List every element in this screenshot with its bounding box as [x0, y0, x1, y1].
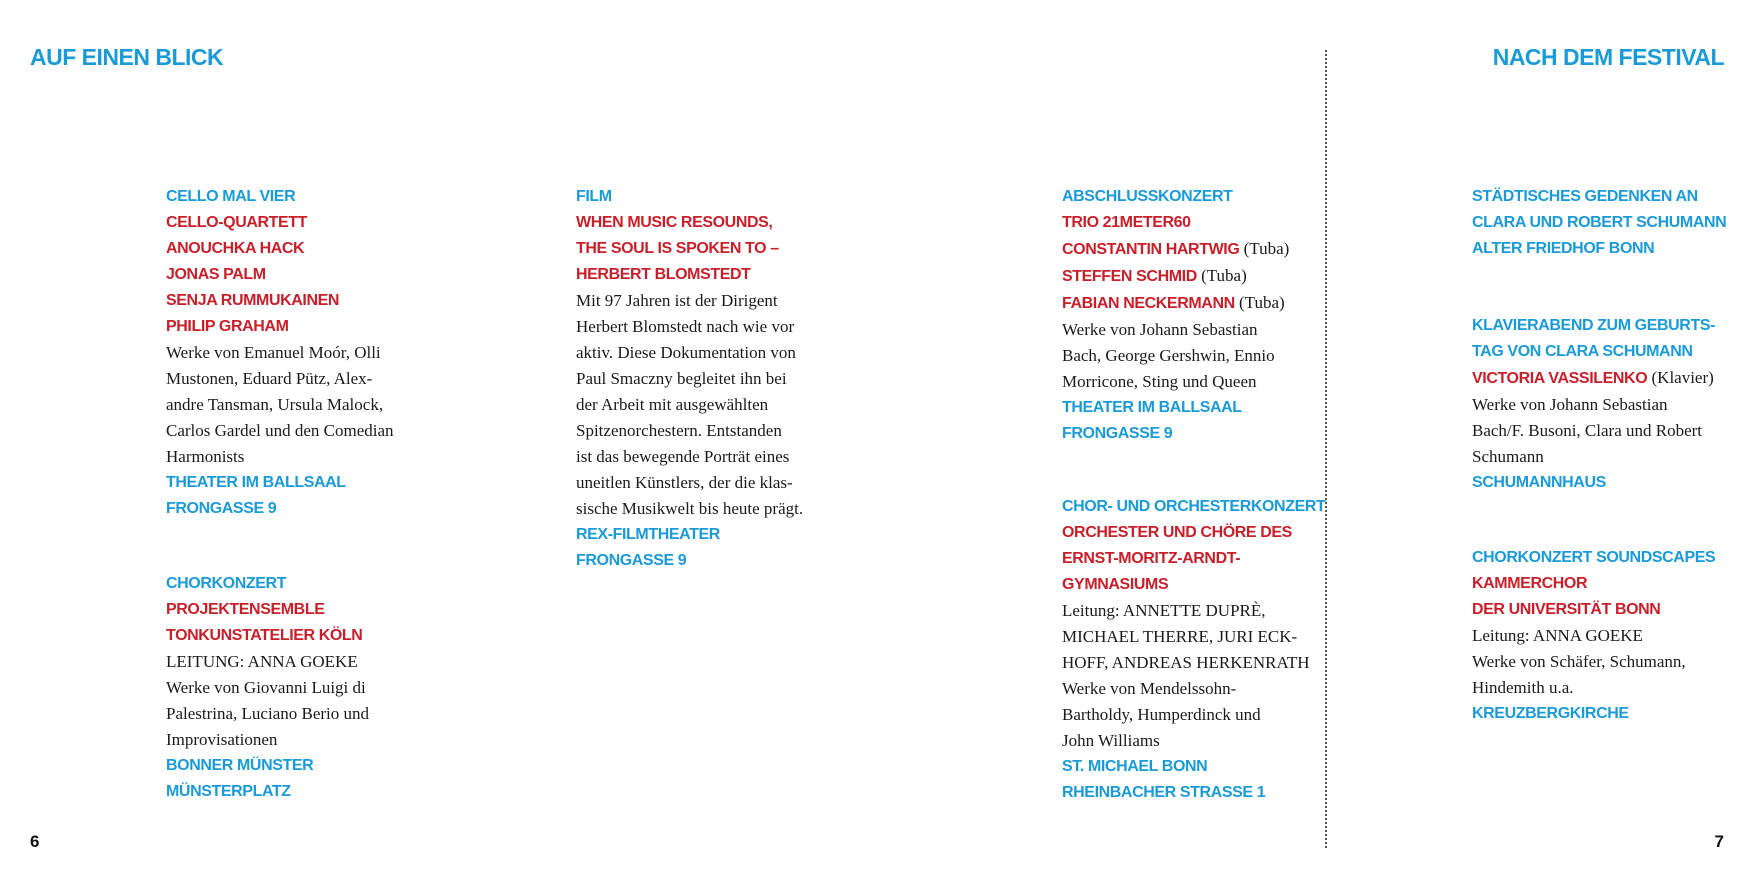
event-category-line: CLARA UND ROBERT SCHUMANN [1472, 214, 1727, 231]
event-category: FILM [576, 188, 612, 205]
event-description-line: der Arbeit mit ausgewählten [576, 395, 769, 414]
event-description-line: Werke von Johann Sebastian [1062, 320, 1258, 339]
event-category: CELLO MAL VIER [166, 188, 296, 205]
event-description-line: LEITUNG: ANNA GOEKE [166, 652, 358, 671]
event-description-line: Mustonen, Eduard Pütz, Alex- [166, 369, 373, 388]
performer-name: JONAS PALM [166, 266, 266, 283]
event-venue-line: FRONGASSE 9 [166, 500, 277, 517]
performer-line [576, 236, 803, 262]
performer-name: ERNST-MORITZ-ARNDT- [1062, 550, 1241, 567]
event-description-line: ist das bewegende Porträt eines [576, 447, 790, 466]
performer-line [1062, 210, 1289, 236]
performer-name: DER UNIVERSITÄT BONN [1472, 601, 1661, 618]
event-details [166, 571, 369, 805]
performer-name: STEFFEN SCHMID [1062, 268, 1197, 285]
performer-line [1472, 365, 1715, 392]
performer-instrument: (Klavier) [1647, 368, 1714, 387]
event-venue-line: RHEINBACHER STRASSE 1 [1062, 784, 1266, 801]
event-category: KLAVIERABEND ZUM GEBURTS- [1472, 317, 1716, 334]
event-description-line: Werke von Johann Sebastian [1472, 395, 1668, 414]
event-category-line: ALTER FRIEDHOF BONN [1472, 240, 1655, 257]
performer-name: HERBERT BLOMSTEDT [576, 266, 751, 283]
event-category: ABSCHLUSSKONZERT [1062, 188, 1233, 205]
performer-instrument: (Tuba) [1239, 239, 1290, 258]
event-venue-line: FRONGASSE 9 [576, 552, 687, 569]
event-description-line: Werke von Mendelssohn- [1062, 679, 1237, 698]
performer-name: PHILIP GRAHAM [166, 318, 289, 335]
event-venue-line: FRONGASSE 9 [1062, 425, 1173, 442]
performer-line [166, 597, 369, 623]
event-description-line: Harmonists [166, 447, 245, 466]
performer-line [1062, 520, 1325, 546]
event-description-line: Hindemith u.a. [1472, 678, 1574, 697]
event-description-line: Palestrina, Luciano Berio und [166, 704, 370, 723]
performer-name: TRIO 21METER60 [1062, 214, 1191, 231]
page-number-right: 7 [1714, 832, 1724, 851]
event-description-line: Improvisationen [166, 730, 278, 749]
event-description-line: Bartholdy, Humperdinck und [1062, 705, 1261, 724]
event-venue-line: BONNER MÜNSTER [166, 757, 314, 774]
event-category: STÄDTISCHES GEDENKEN AN [1472, 188, 1698, 205]
performer-line [1472, 597, 1715, 623]
performer-name: PROJEKTENSEMBLE [166, 601, 325, 618]
event-description-line: Leitung: ANNETTE DUPRÈ, [1062, 601, 1266, 620]
event-description-line: Carlos Gardel und den Comedian [166, 421, 394, 440]
event-details [1472, 545, 1715, 727]
performer-name: KAMMERCHOR [1472, 575, 1588, 592]
event-details [1472, 313, 1715, 496]
performer-name: THE SOUL IS SPOKEN TO – [576, 240, 779, 257]
event-details [166, 184, 394, 522]
event-description-line: Mit 97 Jahren ist der Dirigent [576, 291, 778, 310]
event-description-line: Werke von Giovanni Luigi di [166, 678, 366, 697]
event-category: CHORKONZERT SOUNDSCAPES [1472, 549, 1716, 566]
performer-line [166, 210, 394, 236]
event-description-line: Herbert Blomstedt nach wie vor [576, 317, 795, 336]
event-venue-line: SCHUMANNHAUS [1472, 474, 1606, 491]
event-venue-line: MÜNSTERPLATZ [166, 783, 291, 800]
performer-line [166, 623, 369, 649]
performer-line [1472, 571, 1715, 597]
event-details [1062, 494, 1325, 806]
event-category-line: TAG VON CLARA SCHUMANN [1472, 343, 1693, 360]
event-description-line: Morricone, Sting und Queen [1062, 372, 1257, 391]
event-description-line: aktiv. Diese Dokumentation von [576, 343, 796, 362]
event-details [1472, 184, 1726, 262]
event-description-line: Leitung: ANNA GOEKE [1472, 626, 1643, 645]
event-description-line: andre Tansman, Ursula Malock, [166, 395, 384, 414]
event-venue-line: KREUZBERGKIRCHE [1472, 705, 1629, 722]
event-description-line: HOFF, ANDREAS HERKENRATH [1062, 653, 1310, 672]
performer-instrument: (Tuba) [1196, 266, 1247, 285]
event-details [1062, 184, 1289, 447]
performer-line [166, 314, 394, 340]
event-description-line: Spitzenorchestern. Entstanden [576, 421, 782, 440]
event-venue-line: ST. MICHAEL BONN [1062, 758, 1208, 775]
event-description-line: MICHAEL THERRE, JURI ECK- [1062, 627, 1298, 646]
performer-name: CONSTANTIN HARTWIG [1062, 241, 1240, 258]
event-category: CHOR- UND ORCHESTERKONZERT [1062, 498, 1326, 515]
event-description-line: Bach/F. Busoni, Clara und Robert [1472, 421, 1703, 440]
performer-name: WHEN MUSIC RESOUNDS, [576, 214, 773, 231]
performer-line [166, 288, 394, 314]
event-details [576, 184, 803, 574]
event-category: CHORKONZERT [166, 575, 287, 592]
performer-name: TONKUNSTATELIER KÖLN [166, 627, 363, 644]
event-description-line: sische Musikwelt bis heute prägt. [576, 499, 804, 518]
performer-line [1062, 290, 1289, 317]
performer-line [576, 262, 803, 288]
performer-line [1062, 236, 1289, 263]
page-number-left: 6 [30, 832, 40, 851]
event-description-line: Bach, George Gershwin, Ennio [1062, 346, 1275, 365]
event-venue-line: THEATER IM BALLSAAL [1062, 399, 1242, 416]
performer-line [1062, 263, 1289, 290]
section-heading-left: AUF EINEN BLICK [30, 44, 224, 70]
performer-name: VICTORIA VASSILENKO [1472, 370, 1648, 387]
event-description-line: Werke von Schäfer, Schumann, [1472, 652, 1686, 671]
event-description-line: John Williams [1062, 731, 1160, 750]
event-description-line: Schumann [1472, 447, 1544, 466]
performer-line [166, 236, 394, 262]
performer-line [576, 210, 803, 236]
performer-name: FABIAN NECKERMANN [1062, 295, 1235, 312]
performer-line [1062, 572, 1325, 598]
section-heading-right: NACH DEM FESTIVAL [1492, 44, 1724, 70]
performer-name: ORCHESTER UND CHÖRE DES [1062, 524, 1292, 541]
event-description-line: Werke von Emanuel Moór, Olli [166, 343, 381, 362]
performer-name: CELLO-QUARTETT [166, 214, 308, 231]
performer-line [1062, 546, 1325, 572]
event-venue-line: THEATER IM BALLSAAL [166, 474, 346, 491]
performer-name: SENJA RUMMUKAINEN [166, 292, 340, 309]
performer-instrument: (Tuba) [1234, 293, 1285, 312]
performer-name: GYMNASIUMS [1062, 576, 1169, 593]
event-venue-line: REX-FILMTHEATER [576, 526, 720, 543]
event-description-line: uneitlen Künstlers, der die klas- [576, 473, 793, 492]
performer-line [166, 262, 394, 288]
event-description-line: Paul Smaczny begleitet ihn bei [576, 369, 787, 388]
performer-name: ANOUCHKA HACK [166, 240, 305, 257]
